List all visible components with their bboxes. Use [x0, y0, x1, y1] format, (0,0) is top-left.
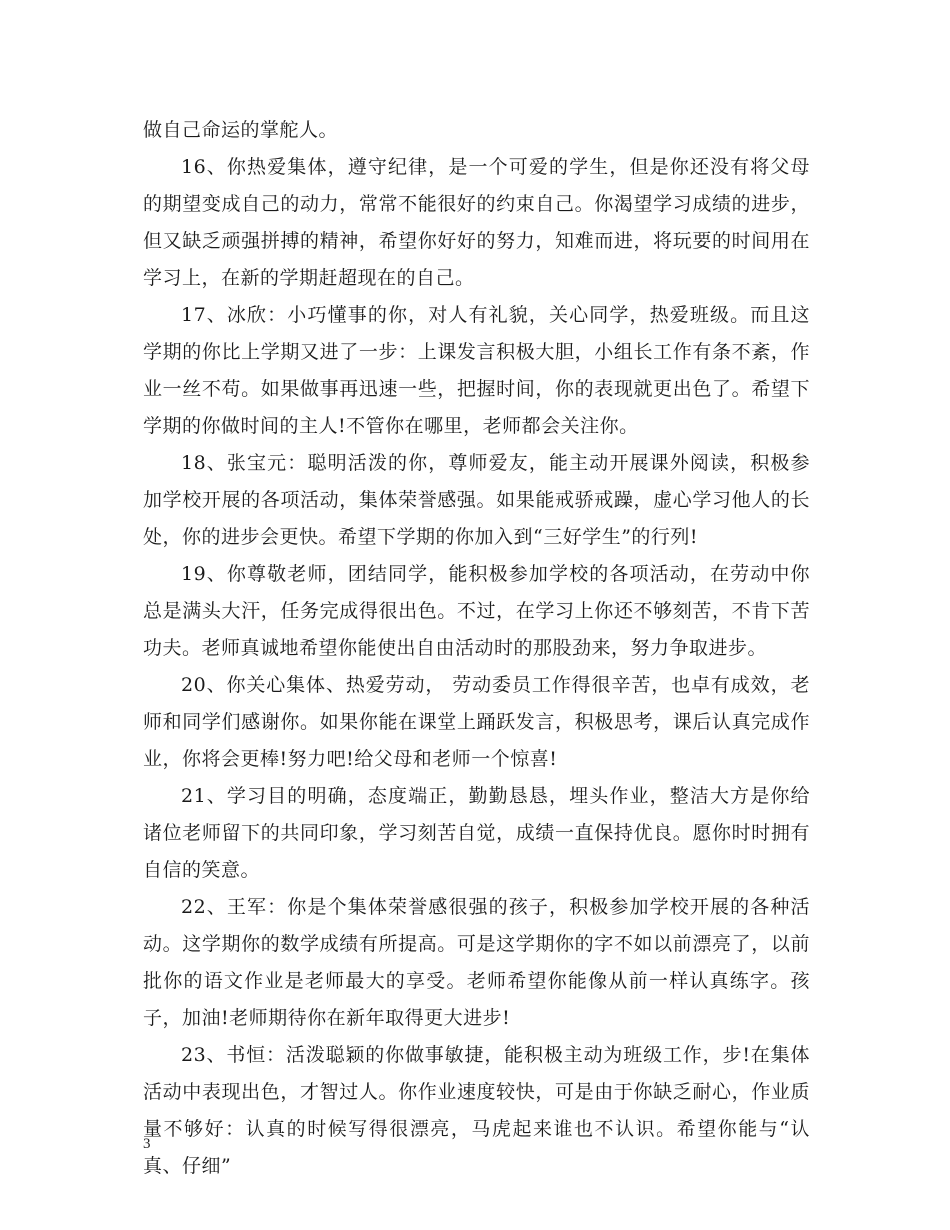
paragraph-continuation: 做自己命运的掌舵人。	[143, 119, 339, 141]
paragraph-comment-21: 21、学习目的明确，态度端正，勤勤恳恳，埋头作业，整洁大方是你给诸位老师留下的共同印象，学习刻苦自觉，成绩一直保持优良。愿你时时拥有自信的笑意。	[143, 785, 810, 881]
document-body	[143, 112, 810, 1185]
paragraph-comment-23: 23、书恒：活泼聪颖的你做事敏捷，能积极主动为班级工作，步!在集体活动中表现出色，才智过人。你作业速度较快，可是由于你缺乏耐心，作业质量不够好：认真的时候写得很漂亮，马虎起来谁也不认识。希望你能与“认真、仔细”	[143, 1044, 810, 1177]
paragraph-comment-17: 17、冰欣：小巧懂事的你，对人有礼貌，关心同学，热爱班级。而且这学期的你比上学期又进了一步：上课发言积极大胆，小组长工作有条不紊，作业一丝不苟。如果做事再迅速一些，把握时间，你的表现就更出色了。希望下学期的你做时间的主人!不管你在哪里，老师都会关注你。	[143, 304, 810, 437]
paragraph-comment-22: 22、王军：你是个集体荣誉感很强的孩子，积极参加学校开展的各种活动。这学期你的数学成绩有所提高。可是这学期你的字不如以前漂亮了，以前批你的语文作业是老师最大的享受。老师希望你能像从前一样认真练字。孩子，加油!老师期待你在新年取得更大进步!	[143, 896, 810, 1029]
paragraph-comment-16: 16、你热爱集体，遵守纪律，是一个可爱的学生，但是你还没有将父母的期望变成自己的动力，常常不能很好的约束自己。你渴望学习成绩的进步，但又缺乏顽强拼搏的精神，希望你好好的努力，知难而进，将玩要的时间用在学习上，在新的学期赶超现在的自己。	[143, 156, 810, 289]
paragraph-comment-20: 20、你关心集体、热爱劳动， 劳动委员工作得很辛苦，也卓有成效，老师和同学们感谢你。如果你能在课堂上踊跃发言，积极思考，课后认真完成作业，你将会更棒!努力吧!给父母和老师一个惊喜!	[143, 674, 810, 770]
page-number: 3	[143, 1136, 151, 1152]
paragraph-comment-18: 18、张宝元：聪明活泼的你，尊师爱友，能主动开展课外阅读，积极参加学校开展的各项活动，集体荣誉感强。如果能戒骄戒躁，虚心学习他人的长处，你的进步会更快。希望下学期的你加入到“三好学生”的行列!	[143, 452, 810, 548]
paragraph-comment-19: 19、你尊敬老师，团结同学，能积极参加学校的各项活动，在劳动中你总是满头大汗，任务完成得很出色。不过，在学习上你还不够刻苦，不肯下苦功夫。老师真诚地希望你能使出自由活动时的那股劲来，努力争取进步。	[143, 563, 810, 659]
